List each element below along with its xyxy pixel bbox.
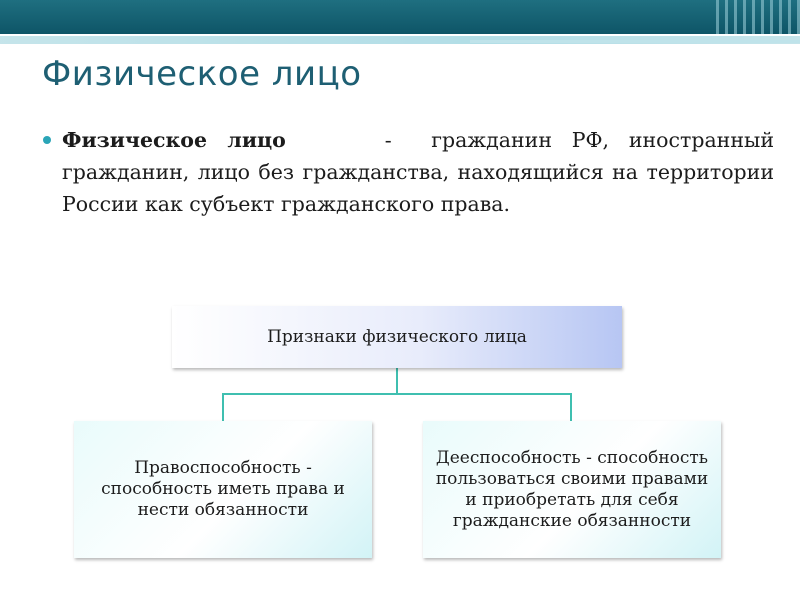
definition-paragraph bbox=[62, 124, 774, 220]
diagram-child-label: Правоспособность - способность иметь права и нести обязанности bbox=[101, 458, 345, 520]
connector-vertical-right bbox=[570, 393, 572, 421]
diagram-child-label: Дееспособность - способность пользоваться своими правами и приобретать для себя гражданские обязанности bbox=[435, 447, 709, 531]
header-stripes bbox=[710, 0, 800, 34]
definition-dash: - bbox=[384, 128, 392, 152]
diagram-root-box bbox=[172, 306, 622, 368]
diagram-root-label: Признаки физического лица bbox=[267, 327, 527, 347]
slide-title: Физическое лицо bbox=[42, 54, 362, 94]
definition-text: гражданин РФ, иностранный гражданин, лицо без гражданства, находящийся на территории России как субъект гражданского права. bbox=[62, 128, 774, 216]
accent-line-highlight bbox=[470, 40, 800, 43]
diagram-child-legal-capacity bbox=[74, 421, 372, 558]
connector-vertical-left bbox=[222, 393, 224, 421]
connector-horizontal bbox=[222, 393, 572, 395]
connector-vertical-root bbox=[396, 368, 398, 394]
definition-term: Физическое лицо bbox=[62, 128, 286, 152]
header-bar bbox=[0, 0, 800, 34]
diagram-child-active-capacity bbox=[423, 421, 721, 558]
bullet-icon bbox=[43, 136, 51, 144]
